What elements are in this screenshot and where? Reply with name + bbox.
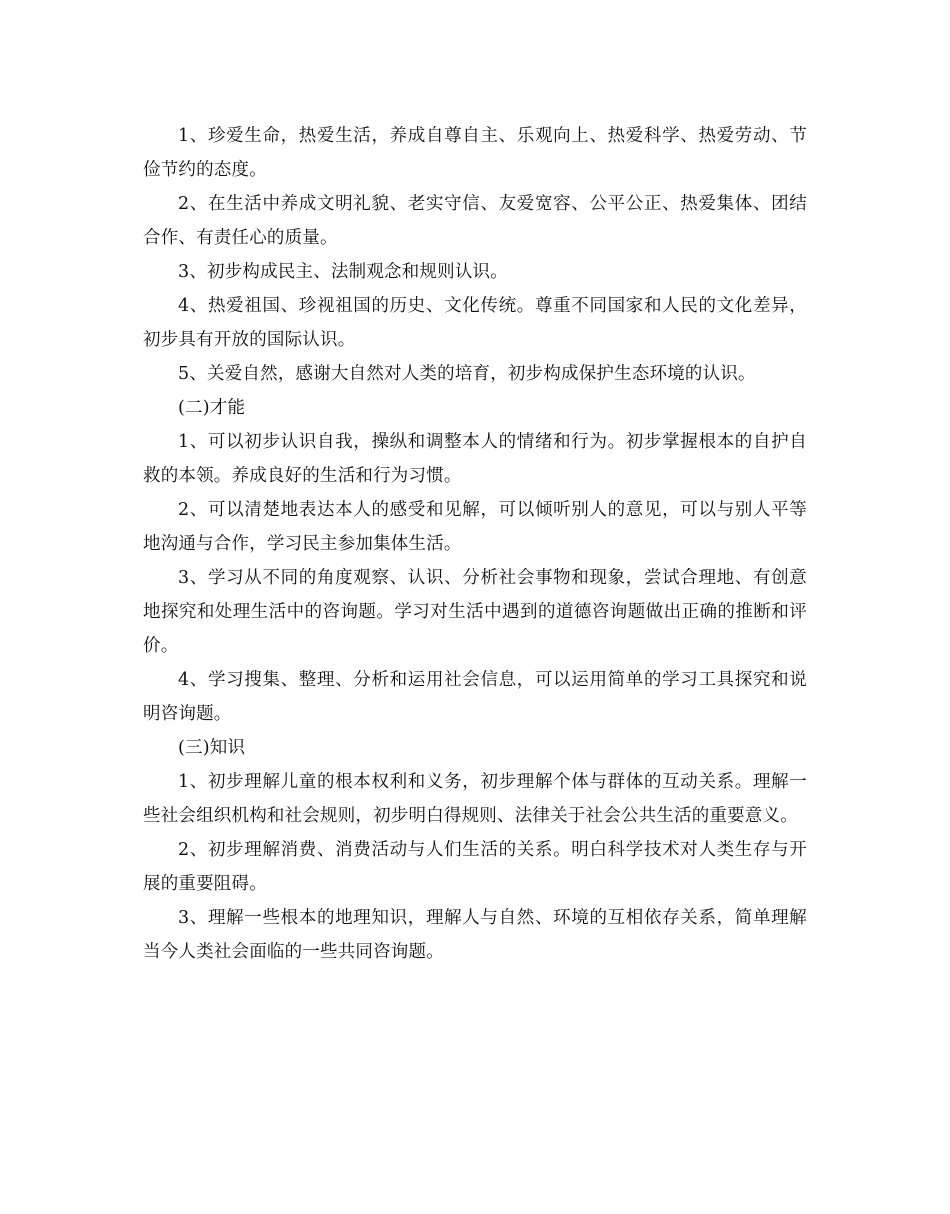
paragraph-ability-1: 1、可以初步认识自我，操纵和调整本人的情绪和行为。初步掌握根本的自护自救的本领。养成良好的生活和行为习惯。	[143, 432, 807, 486]
paragraph-attitude-4: 4、热爱祖国、珍视祖国的历史、文化传统。尊重不同国家和人民的文化差异，初步具有开放的国际认识。	[143, 296, 807, 350]
paragraph-attitude-1: 1、珍爱生命，热爱生活，养成自尊自主、乐观向上、热爱科学、热爱劳动、节俭节约的态度。	[143, 126, 807, 180]
paragraph-ability-4: 4、学习搜集、整理、分析和运用社会信息，可以运用简单的学习工具探究和说明咨询题。	[143, 670, 807, 724]
section-heading-knowledge: (三)知识	[178, 738, 246, 758]
section-heading-ability: (二)才能	[178, 398, 246, 418]
paragraph-knowledge-2: 2、初步理解消费、消费活动与人们生活的关系。明白科学技术对人类生存与开展的重要阻碍。	[143, 840, 807, 894]
paragraph-attitude-5: 5、关爱自然，感谢大自然对人类的培育，初步构成保护生态环境的认识。	[178, 364, 756, 384]
paragraph-attitude-2: 2、在生活中养成文明礼貌、老实守信、友爱宽容、公平公正、热爱集体、团结合作、有责任心的质量。	[143, 194, 807, 248]
paragraph-knowledge-3: 3、理解一些根本的地理知识，理解人与自然、环境的互相依存关系，简单理解当今人类社会面临的一些共同咨询题。	[143, 908, 807, 962]
paragraph-ability-3: 3、学习从不同的角度观察、认识、分析社会事物和现象，尝试合理地、有创意地探究和处理生活中的咨询题。学习对生活中遇到的道德咨询题做出正确的推断和评价。	[143, 568, 807, 656]
document-body	[143, 119, 807, 969]
paragraph-ability-2: 2、可以清楚地表达本人的感受和见解，可以倾听别人的意见，可以与别人平等地沟通与合作，学习民主参加集体生活。	[143, 500, 807, 554]
paragraph-knowledge-1: 1、初步理解儿童的根本权利和义务，初步理解个体与群体的互动关系。理解一些社会组织机构和社会规则，初步明白得规则、法律关于社会公共生活的重要意义。	[143, 772, 807, 826]
paragraph-attitude-3: 3、初步构成民主、法制观念和规则认识。	[178, 262, 508, 282]
